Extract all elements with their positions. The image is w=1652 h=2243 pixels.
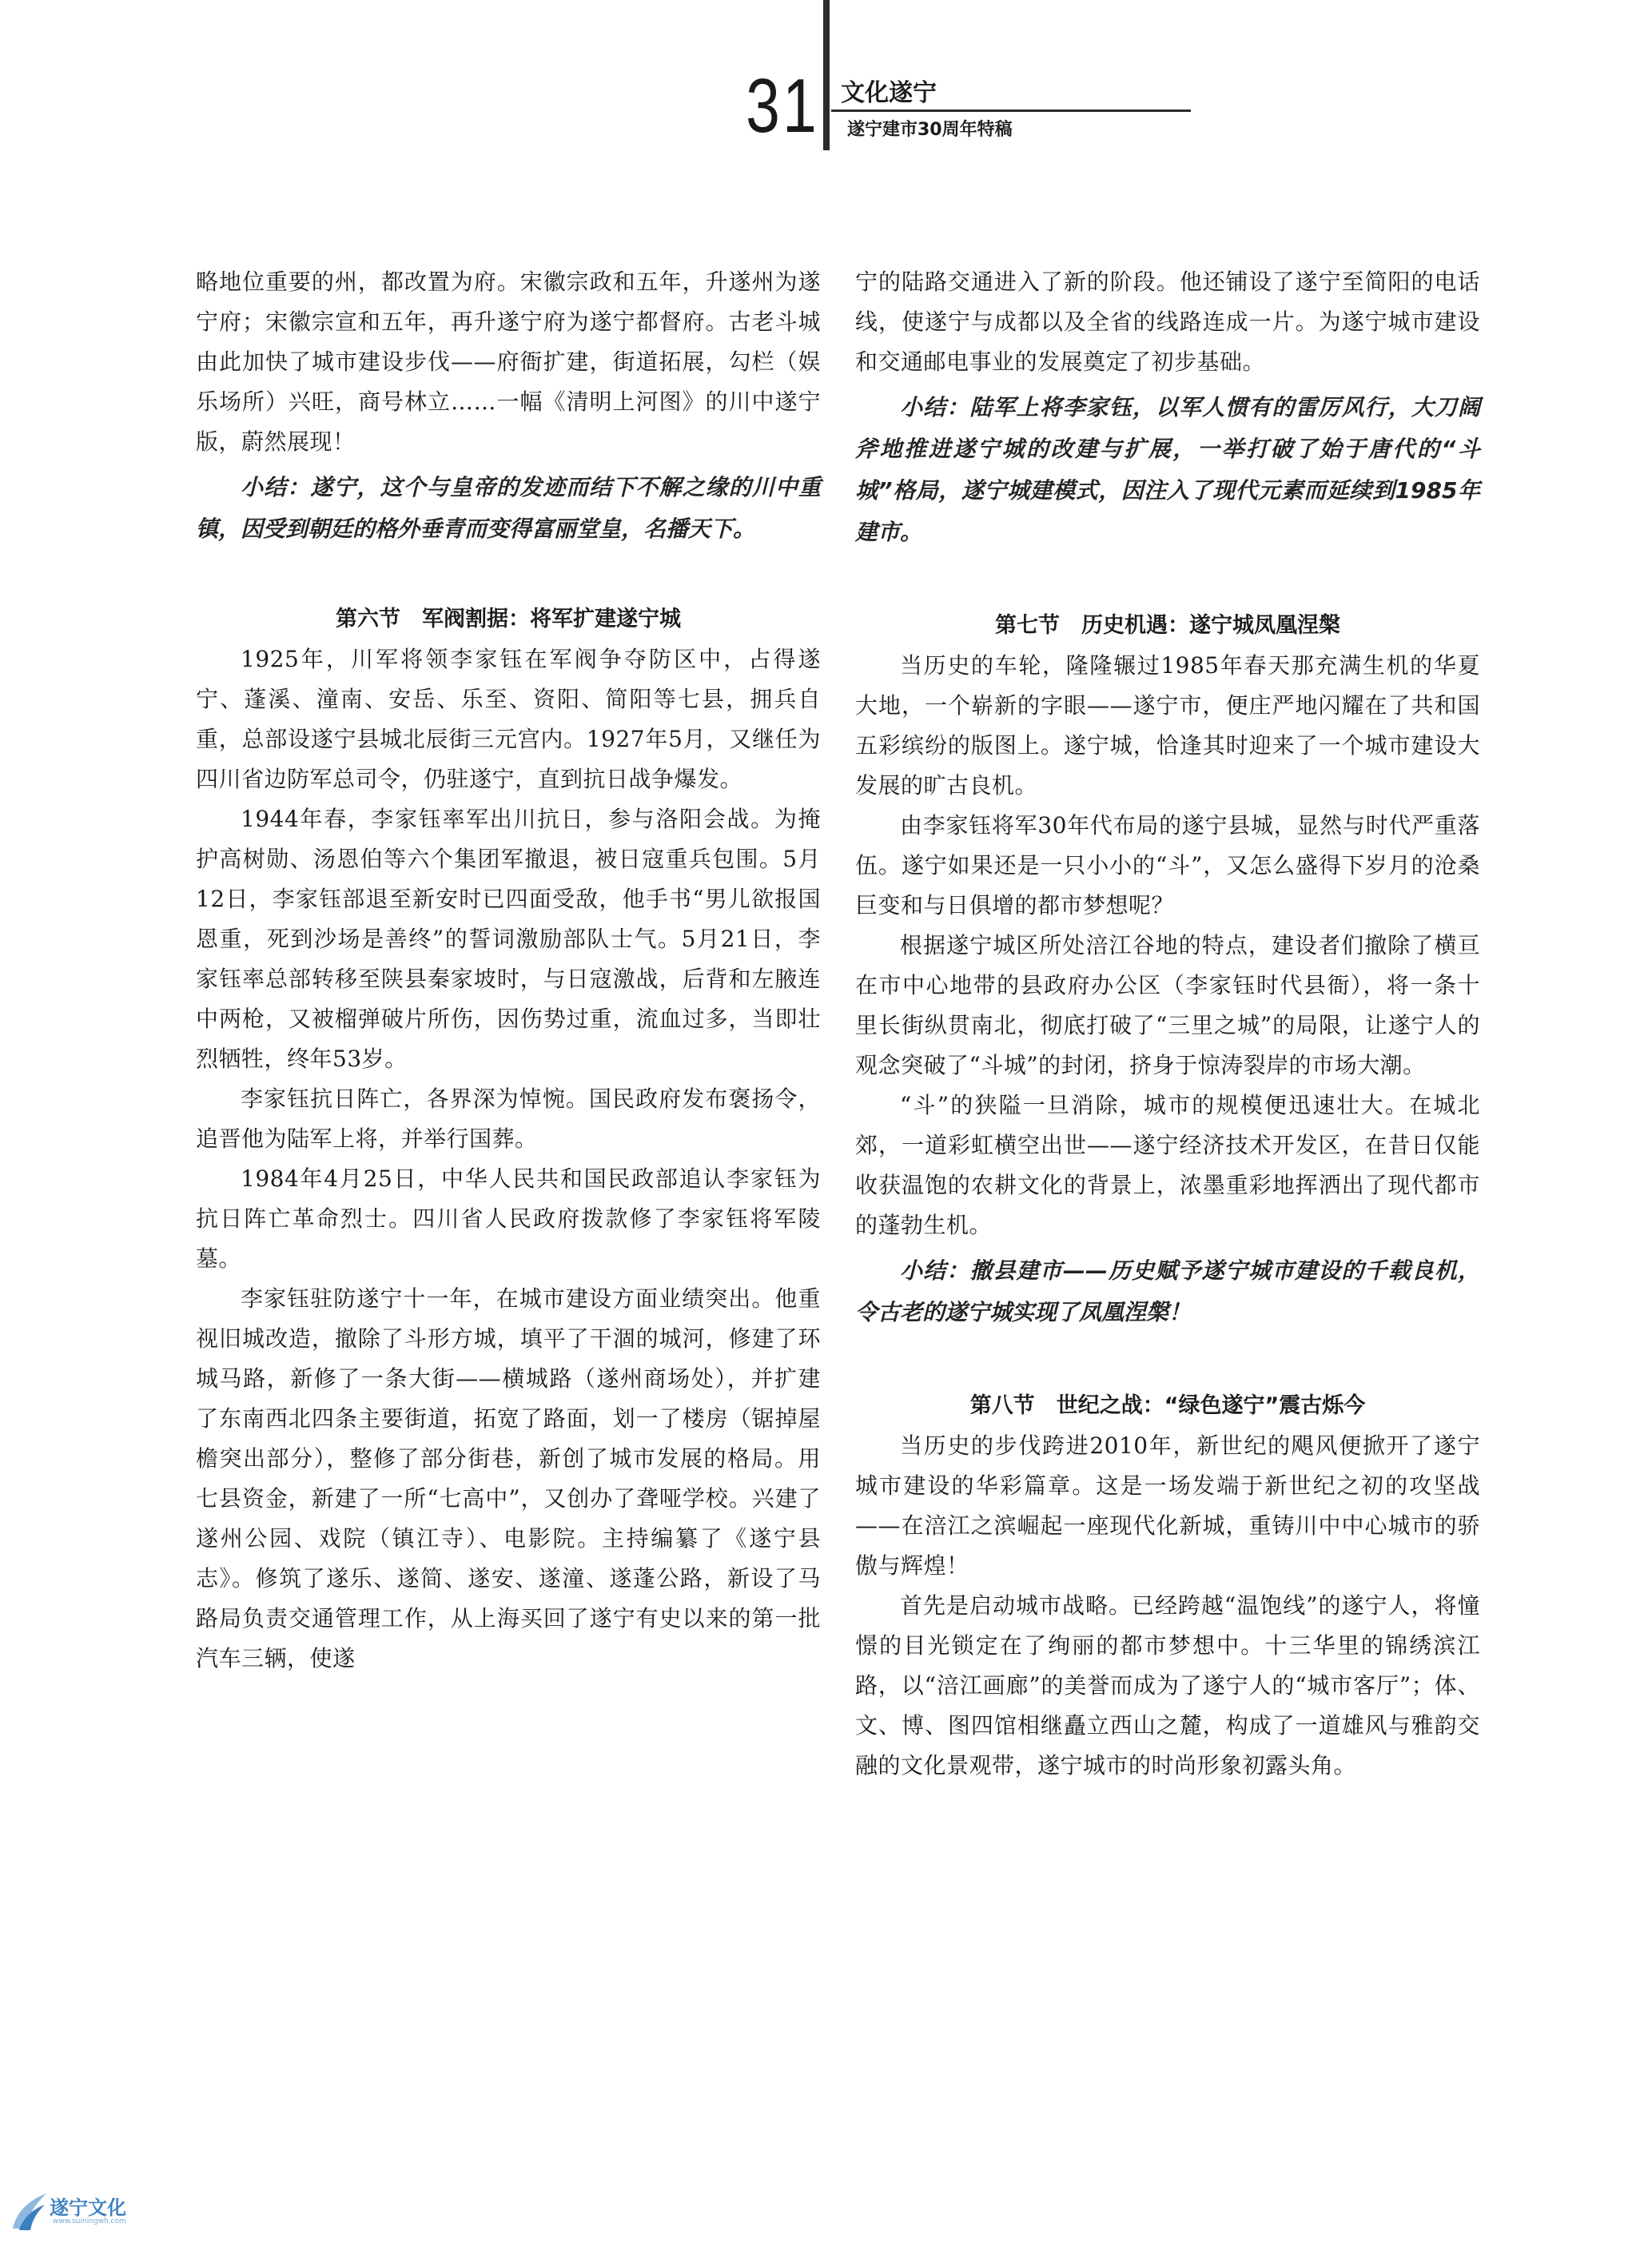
paragraph: 1925年，川军将领李家钰在军阀争夺防区中，占得遂宁、蓬溪、潼南、安岳、乐至、资阳、简阳等七县，拥兵自重，总部设遂宁县城北辰街三元宫内。1927年5月，又继任为四川省边防军总司令，仍驻遂宁，直到抗日战争爆发。 (196, 646, 821, 792)
summary-paragraph: 小结：遂宁，这个与皇帝的发迹而结下不解之缘的川中重镇，因受到朝廷的格外垂青而变得富丽堂皇，名播天下。 (196, 474, 821, 542)
left-column (196, 262, 821, 1679)
paragraph: 由李家钰将军30年代布局的遂宁县城，显然与时代严重落伍。遂宁如果还是一只小小的“斗”，又怎么盛得下岁月的沧桑巨变和与日俱增的都市梦想呢？ (855, 812, 1480, 918)
paragraph: 李家钰抗日阵亡，各界深为悼惋。国民政府发布褒扬令，追晋他为陆军上将，并举行国葬。 (196, 1086, 821, 1152)
paragraph: 根据遂宁城区所处涪江谷地的特点，建设者们撤除了横亘在市中心地带的县政府办公区（李家钰时代县衙），将一条十里长街纵贯南北，彻底打破了“三里之城”的局限，让遂宁人的观念突破了“斗城”的封闭，挤身于惊涛裂岸的市场大潮。 (855, 932, 1480, 1078)
paragraph: 李家钰驻防遂宁十一年，在城市建设方面业绩突出。他重视旧城改造，撤除了斗形方城，填平了干涸的城河，修建了环城马路，新修了一条大街——横城路（遂州商场处），并扩建了东南西北四条主要街道，拓宽了路面，划一了楼房（锯掉屋檐突出部分），整修了部分街巷，新创了城市发展的格局。用七县资金，新建了一所“七高中”，又创办了聋哑学校。兴建了遂州公园、戏院（镇江寺）、电影院。主持编纂了《遂宁县志》。修筑了遂乐、遂简、遂安、遂潼、遂蓬公路，新设了马路局负责交通管理工作，从上海买回了遂宁有史以来的第一批汽车三辆，使遂 (196, 1285, 821, 1671)
paragraph: 宁的陆路交通进入了新的阶段。他还铺设了遂宁至简阳的电话线，使遂宁与成都以及全省的线路连成一片。为遂宁城市建设和交通邮电事业的发展奠定了初步基础。 (855, 269, 1480, 375)
header-horizontal-rule (831, 110, 1191, 112)
paragraph: 1944年春，李家钰率军出川抗日，参与洛阳会战。为掩护高树勋、汤恩伯等六个集团军撤退，被日寇重兵包围。5月12日，李家钰部退至新安时已四面受敌，他手书“男儿欲报国恩重，死到沙场是善终”的誓词激励部队士气。5月21日，李家钰率总部转移至陕县秦家坡时，与日寇激战，后背和左腋连中两枪，又被榴弹破片所伤，因伤势过重，流血过多，当即壮烈牺牲，终年53岁。 (196, 806, 821, 1072)
paragraph: 1984年4月25日，中华人民共和国民政部追认李家钰为抗日阵亡革命烈士。四川省人民政府拨款修了李家钰将军陵墓。 (196, 1165, 821, 1272)
watermark-logo (5, 2189, 165, 2238)
column-subtitle: 遂宁建市30周年特稿 (847, 120, 1013, 140)
watermark-text: 遂宁文化 (50, 2197, 126, 2219)
paragraph: 首先是启动城市战略。已经跨越“温饱线”的遂宁人，将憧憬的目光锁定在了绚丽的都市梦想中。十三华里的锦绣滨江路，以“涪江画廊”的美誉而成为了遂宁人的“城市客厅”；体、文、博、图四馆相继矗立西山之麓，构成了一道雄风与雅韵交融的文化景观带，遂宁城市的时尚形象初露头角。 (855, 1592, 1480, 1779)
header-vertical-rule (823, 0, 830, 150)
section-heading-7: 第七节 历史机遇：遂宁城凤凰涅槃 (995, 613, 1340, 638)
page-number: 31 (746, 63, 819, 149)
paragraph: “斗”的狭隘一旦消除，城市的规模便迅速壮大。在城北郊，一道彩虹横空出世——遂宁经济技术开发区，在昔日仅能收获温饱的农耕文化的背景上，浓墨重彩地挥洒出了现代都市的蓬勃生机。 (855, 1092, 1480, 1238)
section-heading-8: 第八节 世纪之战：“绿色遂宁”震古烁今 (969, 1393, 1366, 1418)
paragraph: 略地位重要的州，都改置为府。宋徽宗政和五年，升遂州为遂宁府；宋徽宗宣和五年，再升遂宁府为遂宁都督府。古老斗城由此加快了城市建设步伐——府衙扩建，街道拓展，勾栏（娱乐场所）兴旺，商号林立……一幅《清明上河图》的川中遂宁版，蔚然展现！ (196, 269, 821, 455)
summary-paragraph: 小结：撤县建市——历史赋予遂宁城市建设的千载良机，令古老的遂宁城实现了凤凰涅槃！ (855, 1257, 1480, 1325)
right-column (855, 262, 1480, 1786)
column-title: 文化遂宁 (841, 79, 937, 107)
paragraph: 当历史的车轮，隆隆辗过1985年春天那充满生机的华夏大地，一个崭新的字眼——遂宁市，便庄严地闪耀在了共和国五彩缤纷的版图上。遂宁城，恰逢其时迎来了一个城市建设大发展的旷古良机。 (855, 652, 1480, 799)
wing-logo-icon (5, 2189, 50, 2237)
section-heading-6: 第六节 军阀割据：将军扩建遂宁城 (336, 607, 681, 631)
watermark-url: www.suiningwh.com (53, 2217, 126, 2225)
summary-paragraph: 小结：陆军上将李家钰，以军人惯有的雷厉风行，大刀阔斧地推进遂宁城的改建与扩展，一举打破了始于唐代的“斗城”格局，遂宁城建模式，因注入了现代元素而延续到1985年建市。 (855, 394, 1480, 545)
paragraph: 当历史的步伐跨进2010年，新世纪的飓风便掀开了遂宁城市建设的华彩篇章。这是一场发端于新世纪之初的攻坚战——在涪江之滨崛起一座现代化新城，重铸川中中心城市的骄傲与辉煌！ (855, 1432, 1480, 1579)
